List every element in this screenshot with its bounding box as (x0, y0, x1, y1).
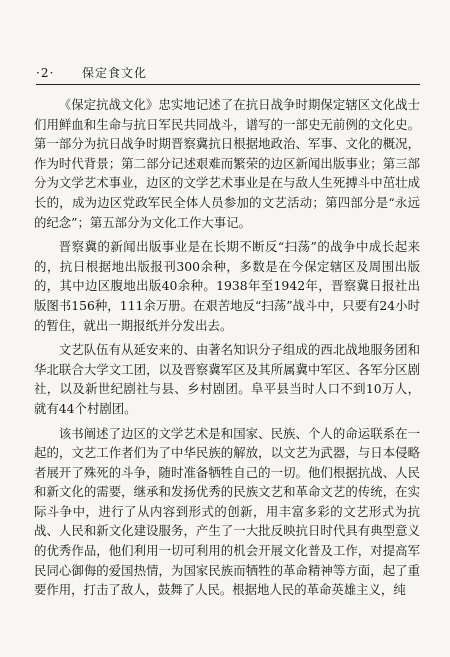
paragraph-3: 文艺队伍有从延安来的、由著名知识分子组成的西北战地服务团和华北联合大学文工团，以及晋察冀军区及其所属冀中军区、各军分区剧社，以及新世纪剧社与县、乡村剧团。阜平县当时人口不到10万人，就有44个村剧团。 (34, 342, 420, 416)
header-rule (36, 84, 420, 85)
running-header (36, 62, 420, 84)
body-text (34, 95, 420, 605)
paragraph-2: 晋察冀的新闻出版事业是在长期不断反“扫荡”的战争中成长起来的，抗日根据地出版报刊300余种，多数是在今保定辖区及周围出版的，其中边区腹地出版40余种。1938年至1942年，晋察冀日报社出版图书156种，111余万册。在艰苦地反“扫荡”战斗中，只要有24小时的暂住，就出一期报纸并分发出去。 (34, 239, 420, 333)
page-number: ·2· (36, 66, 55, 80)
paragraph-1: 《保定抗战文化》忠实地记述了在抗日战争时期保定辖区文化战士们用鲜血和生命与抗日军民共同战斗，谱写的一部史无前例的文化史。第一部分为抗日战争时期晋察冀抗日根据地政治、军事、文化的概况，作为时代背景；第二部分记述艰难而繁荣的边区新闻出版事业；第三部分为文学艺术事业，边区的文学艺术事业是在与敌人生死搏斗中茁壮成长的，成为边区党政军民全体人员参加的文艺活动；第四部分是“永远的纪念”；第五部分为文化工作大事记。 (34, 97, 420, 230)
paragraph-4: 该书阐述了边区的文学艺术是和国家、民族、个人的命运联系在一起的，文艺工作者们为了中华民族的解放，以文艺为武器，与日本侵略者展开了殊死的斗争，随时准备牺牲自己的一切。他们根据抗战、人民和新文化的需要，继承和发扬优秀的民族文艺和革命文艺的传统，在实际斗争中，进行了从内容到形式的创新，用丰富多彩的文艺形式为抗战、人民和新文化建设服务，产生了一大批反映抗日时代具有典型意义的优秀作品，他们利用一切可利用的机会开展文化普及工作，对提高军民同心御侮的爱国热情，为国家民族而牺牲的革命精神等方面，起了重要作用，打击了敌人，鼓舞了人民。根据地人民的革命英雄主义，纯 (34, 425, 420, 598)
running-title: 保定食文化 (82, 66, 148, 80)
